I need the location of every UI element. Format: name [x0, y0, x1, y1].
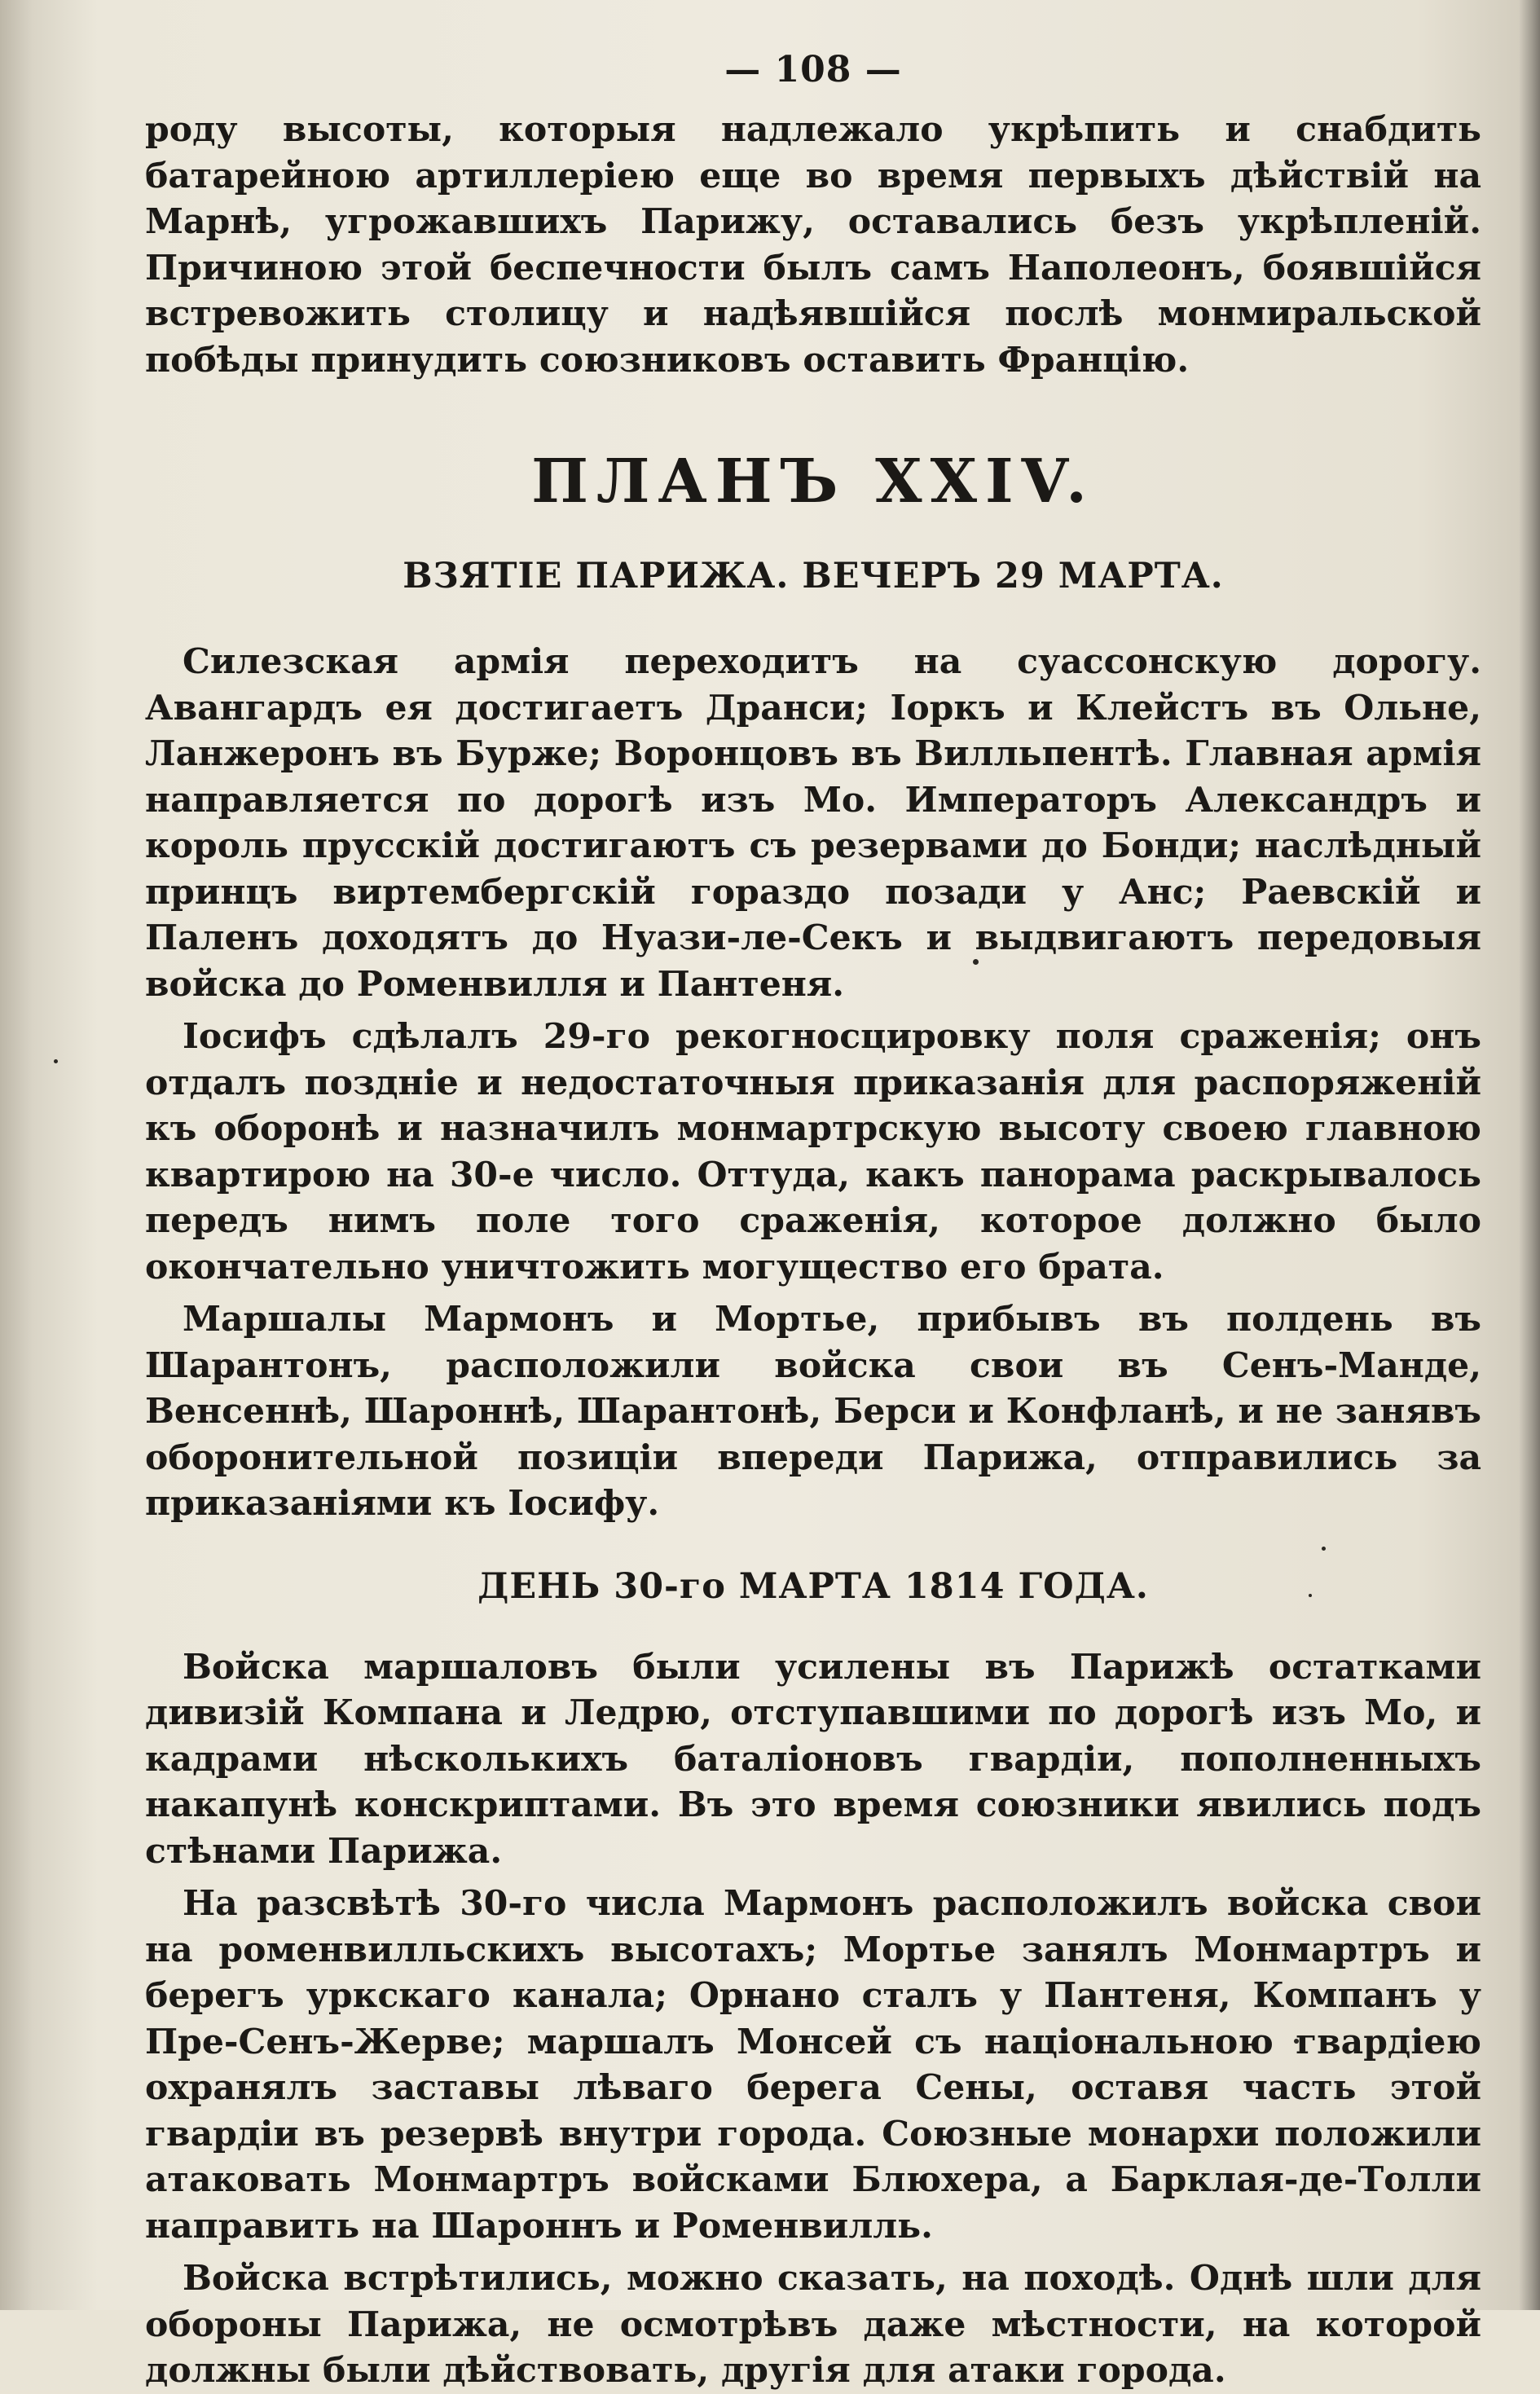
opening-paragraph: роду высоты, которыя надлежало укрѣпить и снабдить батарейною артиллеріею еще во время первыхъ дѣйствій на Марнѣ, угрожавшихъ Парижу, оставались безъ укрѣпленій. Причиною этой беспечности былъ самъ Наполеонъ, боявшійся встревожить столицу и надѣявшійся послѣ монмиральской побѣды принудить союзниковъ оставить Францію.: [145, 109, 1481, 381]
page-number: — 108 —: [724, 49, 902, 90]
ink-speck: [54, 1059, 58, 1063]
paragraph: На разсвѣтѣ 30-го числа Мармонъ расположилъ войска свои на роменвилльскихъ высотахъ; Мортье занялъ Монмартръ и берегъ уркскаго канала; Орнано сталъ у Пантеня, Компанъ у Пре-Сенъ-Жерве; маршалъ Монсей съ національною гвардіею охранялъ заставы лѣваго берега Сены, оставя часть этой гвардіи въ резервѣ внутри города. Союзные монархи положили атаковать Монмартръ войсками Блюхера, а Барклая-де-Толли направить на Шароннъ и Роменвилль.: [145, 1883, 1481, 2247]
page-edge: [1519, 0, 1540, 2310]
paragraph: Маршалы Мармонъ и Мортье, прибывъ въ полдень въ Шарантонъ, расположили войска свои въ Сенъ-Манде, Венсеннѣ, Шароннѣ, Шарантонѣ, Берси и Конфланѣ, и не занявъ оборонительной позиціи впереди Парижа, отправились за приказаніями къ Іосифу.: [145, 1299, 1481, 1524]
section-heading-evening-29-march: ВЗЯТІЕ ПАРИЖА. ВЕЧЕРЪ 29 МАРТА.: [403, 556, 1224, 596]
plan-title: ПЛАНЪ XXIV.: [531, 447, 1095, 517]
paragraph: Войска маршаловъ были усилены въ Парижѣ остатками дивизій Компана и Ледрю, отступавшими по дорогѣ изъ Мо, и кадрами нѣсколькихъ баталіоновъ гвардіи, пополненныхъ накапунѣ конскриптами. Въ это время союзники явились подъ стѣнами Парижа.: [145, 1646, 1481, 1872]
paragraph: Іосифъ сдѣлалъ 29-го рекогносцировку поля сраженія; онъ отдалъ поздніе и недостаточныя приказанія для распоряженій къ оборонѣ и назначилъ монмартрскую высоту своею главною квартирою на 30-е число. Оттуда, какъ панорама раскрывалось передъ нимъ поле того сраженія, которое должно было окончательно уничтожить могущество его брата.: [145, 1016, 1481, 1287]
page-content: [145, 49, 1481, 2394]
section-heading-day-30-march: ДЕНЬ 30-го МАРТА 1814 ГОДА.: [477, 1565, 1149, 1607]
paragraph: Войска встрѣтились, можно сказать, на походѣ. Однѣ шли для обороны Парижа, не осмотрѣвъ даже мѣстности, на которой должны были дѣйствовать, другія для атаки города.: [145, 2258, 1481, 2391]
paragraph: Силезская армія переходитъ на суассонскую дорогу. Авангардъ ея достигаетъ Дранси; Іоркъ и Клейстъ въ Ольне, Ланжеронъ въ Бурже; Воронцовъ въ Вилльпентѣ. Главная армія направляется по дорогѣ изъ Мо. Императоръ Александръ и король прусскій достигаютъ съ резервами до Бонди; наслѣдный принцъ виртембергскій гораздо позади у Анс; Раевскій и Паленъ доходятъ до Нуази-ле-Секъ и выдвигаютъ передовыя войска до Роменвилля и Пантеня.: [145, 641, 1481, 1005]
